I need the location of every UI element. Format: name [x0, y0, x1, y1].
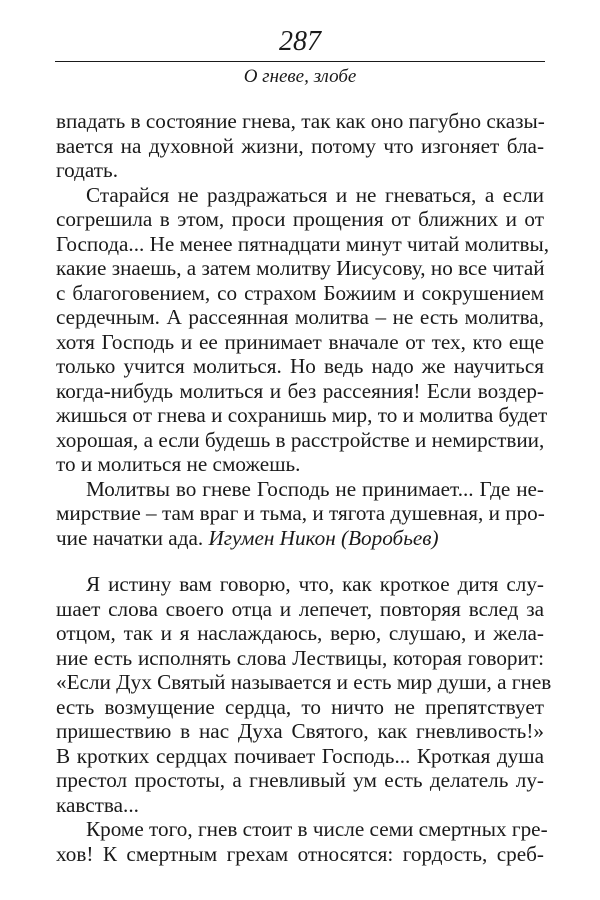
text-line: жишься от гнева и сохранишь мир, то и молитва будет	[56, 403, 548, 427]
text-line: Старайся не раздражаться и не гневаться, а если	[86, 182, 544, 207]
text-line: Молитвы во гневе Господь не принимает... Где не-	[86, 476, 544, 501]
text-line: вается на духовной жизни, потому что изгоняет бла-	[56, 133, 544, 158]
paragraph	[56, 109, 544, 183]
paragraph	[56, 817, 548, 866]
text-line: хорошая, а если будешь в расстройстве и немирствии,	[56, 427, 545, 452]
text-line: пришествию в нас Духа Святого, как гневливость!»	[56, 719, 544, 743]
text-line: согрешила в этом, проси прощения от ближних и от	[56, 207, 544, 231]
header-rule	[55, 61, 545, 62]
text-line: только учится молиться. Но ведь надо же научиться	[56, 354, 544, 378]
text-line: какие знаешь, а затем молитву Иисусову, но все читай	[56, 256, 545, 280]
text-line: годать.	[56, 158, 118, 182]
text-line: есть возмущение сердца, то ничто не препятствует	[56, 694, 544, 719]
running-title: О гневе, злобе	[243, 66, 357, 87]
text-line: хотя Господь и ее принимает вначале от тех, кто еще	[56, 329, 544, 354]
text-line: когда-нибудь молиться и без рассеяния! Если воздер-	[56, 378, 544, 403]
text-line: Я истину вам говорю, что, как кроткое дитя слу-	[86, 572, 544, 596]
paragraph	[56, 572, 552, 817]
text-line: мирствие – там враг и тьма, и тягота душевная, и про-	[56, 501, 545, 525]
text-line: ние есть исполнять слова Лествицы, которая говорит:	[56, 645, 544, 670]
paragraph	[56, 477, 544, 551]
text-line: В кротких сердцах почивает Господь... Кроткая душа	[56, 743, 544, 768]
attribution: Игумен Никон (Воробьев)	[208, 525, 439, 550]
paragraph	[56, 182, 550, 477]
text-line: то и молиться не сможешь.	[56, 452, 301, 476]
text-line: с благоговением, со страхом Божиим и сокрушением	[56, 280, 544, 305]
text-line: шает слова своего отца и лепечет, повторяя вслед за	[56, 596, 544, 621]
text-line: «Если Дух Святый называется и есть мир души, а гнев	[56, 670, 552, 694]
section-gap	[56, 550, 544, 572]
text-segment: чие начатки ада.	[56, 525, 204, 550]
text-line: сердечным. А рассеянная молитва – не есть молитва,	[56, 305, 544, 329]
text-line: Господа... Не менее пятнадцати минут читай молитвы,	[56, 231, 550, 256]
text-line: Кроме того, гнев стоит в числе семи смертных гре-	[86, 817, 548, 841]
text-line: впадать в состояние гнева, так как оно пагубно сказы-	[56, 109, 545, 133]
text-line: престол простоты, а гневливый ум есть делатель лу-	[56, 768, 544, 792]
text-line	[56, 526, 544, 551]
text-line: кавства...	[56, 792, 139, 817]
body-text	[56, 109, 552, 866]
page-number: 287	[279, 26, 321, 57]
text-line: отцом, так и я наслаждаюсь, верю, слушаю, и жела-	[56, 621, 544, 645]
text-line: хов! К смертным грехам относятся: гордость, среб-	[56, 841, 544, 866]
page-header	[55, 24, 545, 90]
